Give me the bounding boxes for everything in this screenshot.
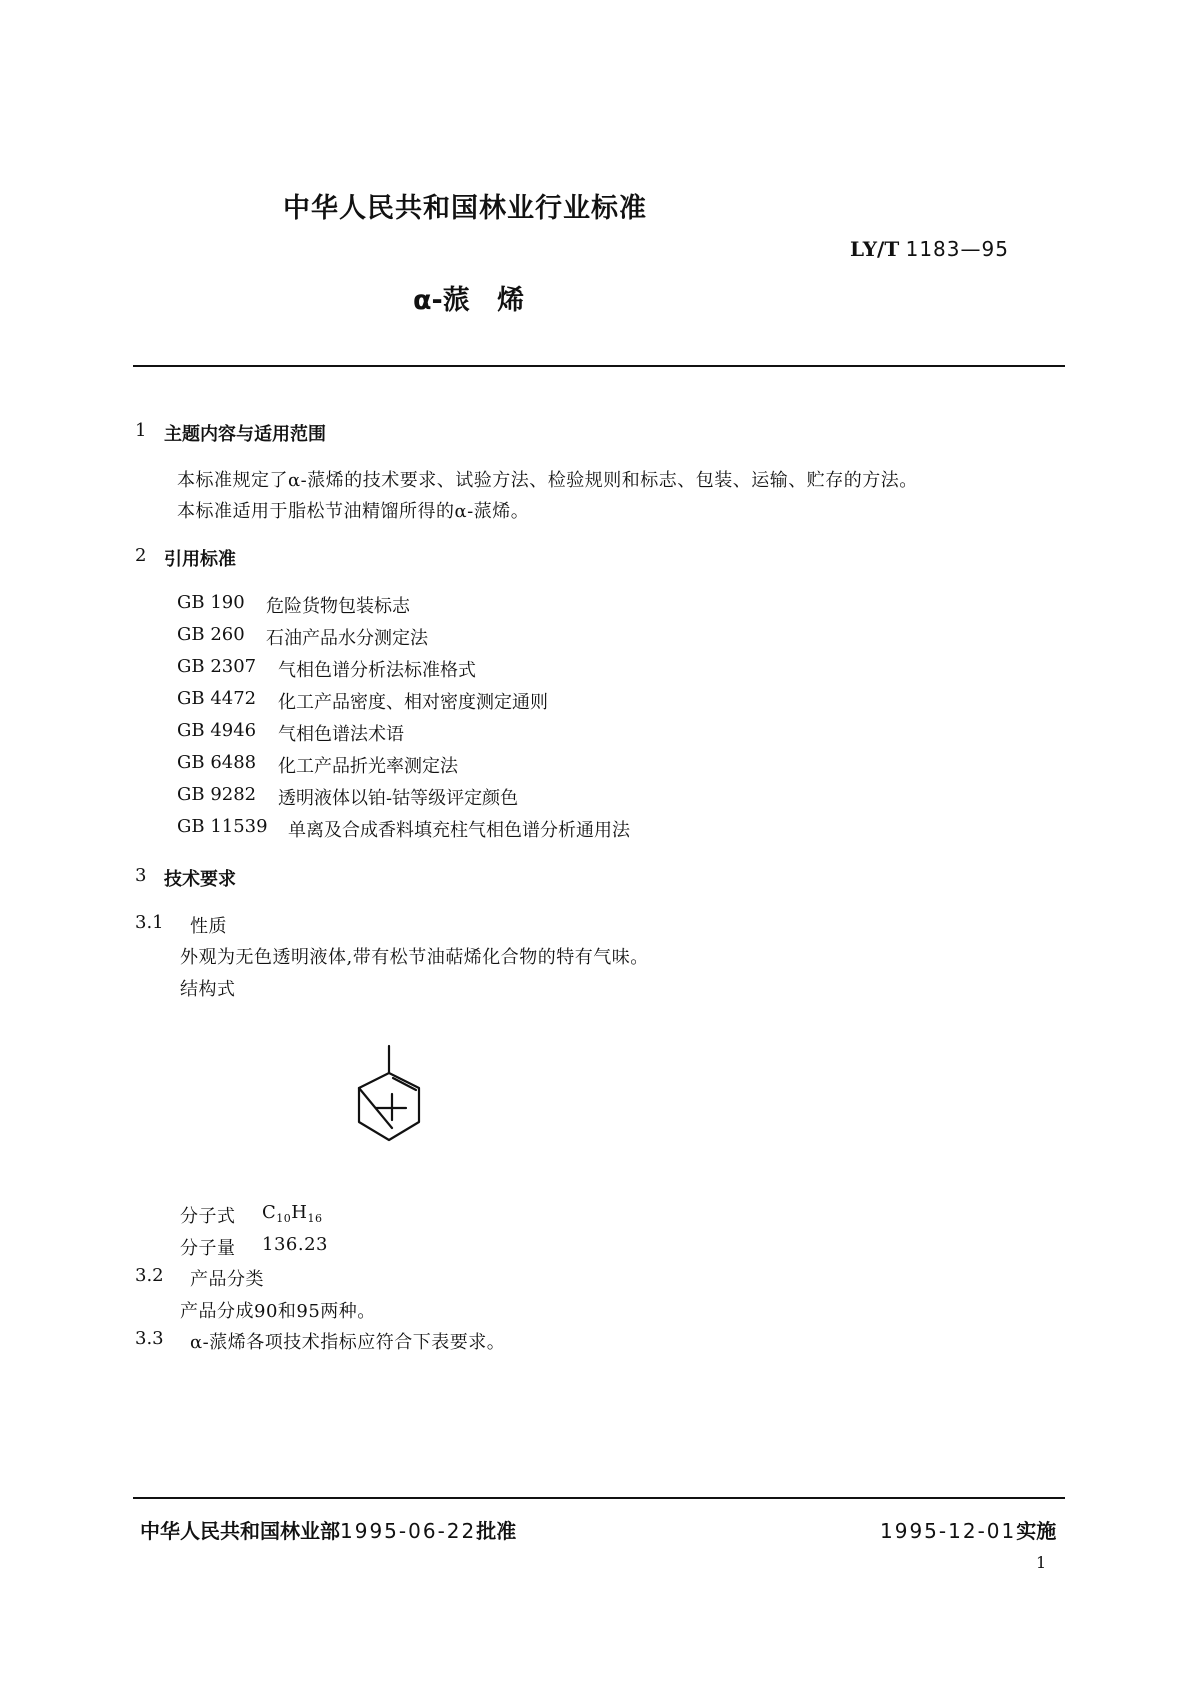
subsection-3-2-number: 3.2 xyxy=(135,1265,164,1286)
section-1-paragraph-2: 本标准适用于脂松节油精馏所得的α-蒎烯。 xyxy=(177,501,530,522)
footer-rule xyxy=(133,1497,1065,1499)
reference-name: 化工产品折光率测定法 xyxy=(278,756,458,777)
product-classification-text: 产品分成90和95两种。 xyxy=(180,1301,376,1322)
reference-name: 单离及合成香料填充柱气相色谱分析通用法 xyxy=(288,820,630,841)
subsection-3-2-title: 产品分类 xyxy=(190,1269,264,1290)
appearance-text: 外观为无色透明液体,带有松节油萜烯化合物的特有气味。 xyxy=(180,947,649,968)
reference-name: 危险货物包装标志 xyxy=(266,596,410,617)
structural-formula-drawing xyxy=(348,1028,430,1150)
subsection-3-3-text: α-蒎烯各项技术指标应符合下表要求。 xyxy=(190,1332,506,1353)
reference-code: GB 260 xyxy=(177,624,245,645)
page-number: 1 xyxy=(1036,1553,1047,1572)
subsection-3-3-number: 3.3 xyxy=(135,1328,164,1349)
standard-code-number: 1183—95 xyxy=(905,237,1009,261)
molecular-mass-value: 136.23 xyxy=(262,1234,328,1255)
reference-name: 气相色谱法术语 xyxy=(278,724,404,745)
structure-label: 结构式 xyxy=(180,979,236,1000)
formula-hydrogen-count: 16 xyxy=(307,1212,323,1225)
reference-code: GB 11539 xyxy=(177,816,268,837)
approval-org: 中华人民共和国林业部 xyxy=(140,1519,340,1543)
section-3-number: 3 xyxy=(135,865,147,886)
reference-code: GB 190 xyxy=(177,592,245,613)
molecular-mass-label: 分子量 xyxy=(180,1238,236,1259)
formula-hydrogen: H xyxy=(291,1202,308,1223)
section-1-title: 主题内容与适用范围 xyxy=(164,424,326,445)
molecular-formula xyxy=(262,1202,322,1225)
reference-code: GB 2307 xyxy=(177,656,257,677)
standard-code-letters: LY/T xyxy=(850,237,900,261)
formula-carbon: C xyxy=(262,1202,277,1223)
approval-suffix: 批准 xyxy=(476,1519,517,1543)
reference-code: GB 9282 xyxy=(177,784,257,805)
reference-code: GB 6488 xyxy=(177,752,257,773)
reference-name: 化工产品密度、相对密度测定通则 xyxy=(278,692,548,713)
section-3-title: 技术要求 xyxy=(164,869,236,890)
section-2-title: 引用标准 xyxy=(164,549,236,570)
effective-suffix: 实施 xyxy=(1016,1519,1057,1543)
reference-name: 透明液体以铂-钴等级评定颜色 xyxy=(278,788,519,809)
reference-code: GB 4946 xyxy=(177,720,257,741)
header-rule xyxy=(133,365,1065,367)
reference-code: GB 4472 xyxy=(177,688,257,709)
section-2-number: 2 xyxy=(135,545,147,566)
document-title: α-蒎 烯 xyxy=(413,285,525,316)
formula-carbon-count: 10 xyxy=(276,1212,292,1225)
section-1-number: 1 xyxy=(135,420,147,441)
molecular-formula-label: 分子式 xyxy=(180,1206,236,1227)
section-1-paragraph-1: 本标准规定了α-蒎烯的技术要求、试验方法、检验规则和标志、包装、运输、贮存的方法。 xyxy=(177,470,918,491)
reference-name: 石油产品水分测定法 xyxy=(266,628,428,649)
approval-date: 1995-06-22 xyxy=(340,1519,477,1543)
standard-code xyxy=(850,237,1009,261)
effective-line xyxy=(880,1515,1056,1544)
subsection-3-1-number: 3.1 xyxy=(135,912,164,933)
approval-line xyxy=(140,1515,516,1544)
subsection-3-1-title: 性质 xyxy=(190,916,227,937)
reference-name: 气相色谱分析法标准格式 xyxy=(278,660,476,681)
standard-body-title: 中华人民共和国林业行业标准 xyxy=(283,193,647,224)
effective-date: 1995-12-01 xyxy=(880,1519,1017,1543)
